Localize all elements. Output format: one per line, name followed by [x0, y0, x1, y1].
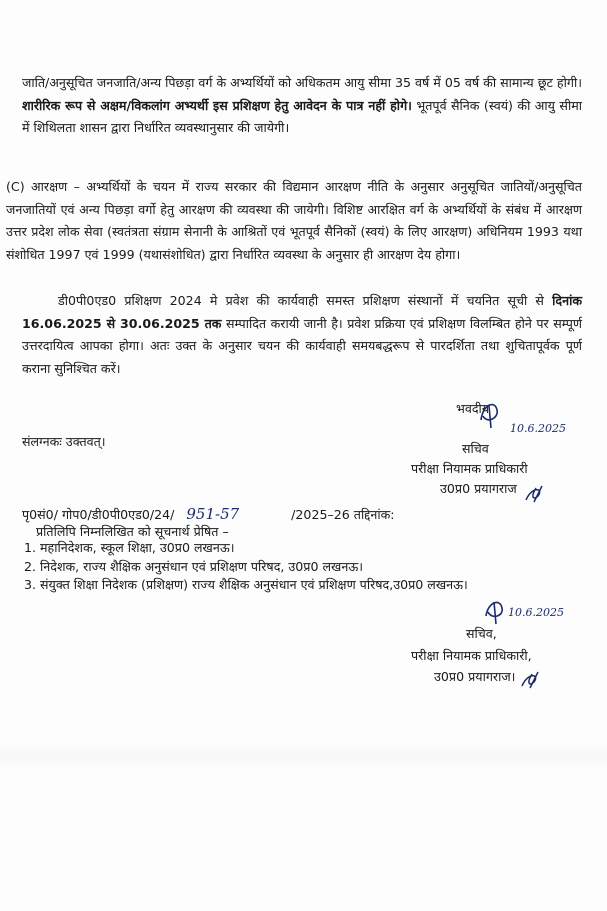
list-item: 2. निदेशक, राज्य शैक्षिक अनुसंधान एवं प्रशिक्षण परिषद, उ0प्र0 लखनऊ।	[40, 558, 468, 577]
signature1-title: सचिव	[462, 441, 489, 456]
signature1-city: उ0प्र0 प्रयागराज	[440, 481, 517, 496]
para1-text2: भूतपूर्व सैनिक (स्वयं) की आयु सीमा में शिथिलता शासन द्वारा निर्धारित व्यवस्थानुसार की जायेगी।	[22, 97, 583, 135]
para3-text1: डी0पी0एड0 प्रशिक्षण 2024 मे प्रवेश की कार्यवाही समस्त प्रशिक्षण संस्थानों में चयनित सूची से	[58, 293, 553, 308]
age-relaxation-paragraph	[22, 72, 582, 140]
signature2-title: सचिव,	[466, 626, 497, 641]
copy-intro: प्रतिलिपि निम्नलिखित को सूचनार्थ प्रेषित –	[36, 524, 229, 539]
para3-text2: सम्पादित करायी जानी है। प्रवेश प्रक्रिया एवं प्रशिक्षण विलम्बित होने पर सम्पूर्ण उत्तरदायित्व आपका होगा। अतः उक्त के अनुसार चयन की कार्यवाही समयबद्धरूप से पारदर्शिता तथा शुचितापूर्वक पूर्ण कराना सुनिश्चित करें।	[22, 315, 582, 376]
para1-text1: जाति/अनुसूचित जनजाति/अन्य पिछड़ा वर्ग के अभ्यर्थियों को अधिकतम आयु सीमा 35 वर्ष में 05 वर्ष की सामान्य छूट होगी।	[22, 75, 582, 90]
initials-scribble-2	[518, 668, 544, 692]
list-item: 1. महानिदेशक, स्कूल शिक्षा, उ0प्र0 लखनऊ।	[40, 539, 468, 558]
closing-bhavdiya: भवदीय	[456, 401, 490, 416]
reference-number-line	[22, 505, 395, 524]
initials-scribble-1	[522, 482, 548, 506]
enclosure-note: संलग्नकः उक्तवत्।	[22, 434, 106, 449]
signature1-date: 10.6.2025	[510, 422, 566, 435]
para1-bold: शारीरिक रूप से अक्षम/विकलांग अभ्यर्थी इस प्रशिक्षण हेतु आवेदन के पात्र नहीं होगे।	[22, 97, 412, 113]
section-marker: (C)	[6, 179, 25, 194]
signature2-date: 10.6.2025	[508, 606, 564, 619]
copy-recipients-list	[22, 539, 468, 595]
reservation-paragraph	[6, 176, 582, 266]
ref-handwritten-number: 951-57	[186, 505, 240, 523]
signature2-city: उ0प्र0 प्रयागराज।	[434, 669, 516, 684]
ref-suffix: /2025–26 तद्दिनांक:	[291, 507, 395, 522]
signature2-office: परीक्षा नियामक प्राधिकारी,	[411, 648, 532, 663]
scan-shadow	[0, 740, 607, 770]
ref-prefix: पृ0सं0/ गोप0/डी0पी0एड0/24/	[22, 507, 175, 522]
signature1-office: परीक्षा नियामक प्राधिकारी	[411, 461, 528, 476]
signature-scribble-1	[475, 398, 515, 430]
admission-paragraph	[22, 290, 582, 380]
para3-bold-dates: दिनांक 16.06.2025 से 30.06.2025 तक	[22, 293, 582, 331]
para2-text: आरक्षण – अभ्यर्थियों के चयन में राज्य सरकार की विद्यमान आरक्षण नीति के अनुसार अनुसूचित जातियों/अनुसूचित जनजातियों एवं अन्य पिछड़ा वर्गो हेतु आरक्षण की व्यवस्था की जायेगी। विशिष्ट आरक्षित वर्ग के अभ्यर्थियों के संबंध में आरक्षण उत्तर प्रदेश लोक सेवा (स्वतंत्रता संग्राम सेनानी के आश्रितों एवं भूतपूर्व सैनिकों (स्वयं) के लिए आरक्षण) अधिनियम 1993 यथा संशोधित 1997 एवं 1999 (यथासंशोधित) द्वारा निर्धारित व्यवस्था के अनुसार ही आरक्षण देय होगा।	[6, 179, 582, 262]
list-item: 3. संयुक्त शिक्षा निदेशक (प्रशिक्षण) राज्य शैक्षिक अनुसंधान एवं प्रशिक्षण परिषद,उ0प्र0 लखनऊ।	[40, 576, 468, 595]
